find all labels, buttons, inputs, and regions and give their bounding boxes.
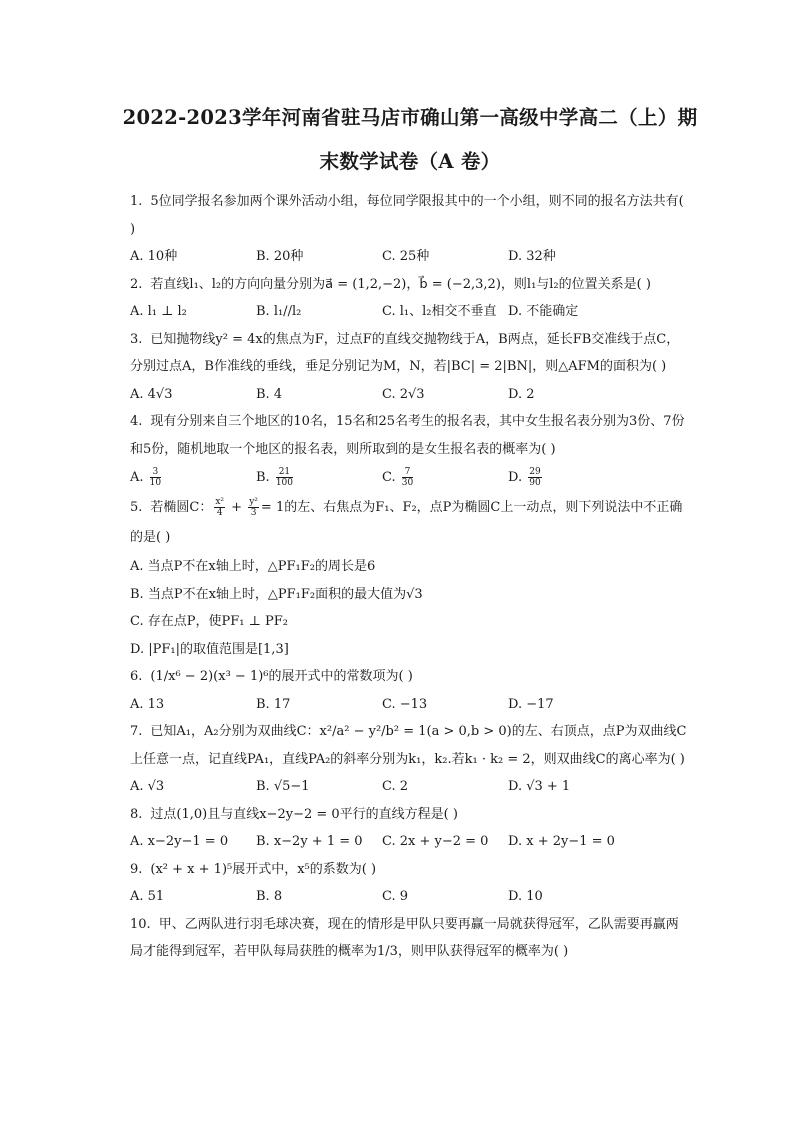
option-c[interactable]: C. 9 bbox=[382, 889, 409, 904]
denominator: 100 bbox=[275, 478, 294, 488]
question-5-options bbox=[130, 553, 690, 663]
option-letter: C. bbox=[382, 470, 396, 485]
question-stem: 若直线l₁、l₂的方向向量分别为a⃗ = (1,2,−2)，b⃗ = (−2,3,2)，则l₁与l₂的位置关系是( ) bbox=[150, 276, 651, 292]
numerator: x² bbox=[215, 497, 225, 507]
question-stem: (1/x⁶ − 2)(x³ − 1)⁶的展开式中的常数项为( ) bbox=[150, 669, 413, 684]
question-2-options bbox=[130, 298, 690, 326]
question-3 bbox=[130, 326, 690, 381]
option-c[interactable]: C. 存在点P，使PF₁ ⊥ PF₂ bbox=[130, 614, 288, 629]
denominator: 90 bbox=[529, 478, 541, 488]
option-d[interactable]: D. 不能确定 bbox=[508, 304, 579, 319]
option-a[interactable]: A. l₁ ⊥ l₂ bbox=[130, 304, 187, 319]
question-stem-end: = 1的左、右焦点为F₁、F₂，点P为椭圆C上一动点，则下列说法中不正确的是( ) bbox=[130, 500, 683, 545]
question-number: 8. bbox=[130, 806, 143, 822]
option-d[interactable]: D. √3 + 1 bbox=[508, 779, 571, 794]
numerator: 3 bbox=[150, 467, 161, 478]
denominator: 3 bbox=[250, 508, 257, 518]
question-number: 2. bbox=[130, 276, 143, 292]
question-1-options bbox=[130, 243, 690, 271]
denominator: 4 bbox=[216, 508, 223, 518]
option-d[interactable]: D. 2 bbox=[508, 386, 535, 402]
question-9-options bbox=[130, 883, 690, 911]
option-d[interactable]: D. x + 2y−1 = 0 bbox=[508, 834, 615, 849]
fraction bbox=[248, 497, 259, 518]
question-stem: 甲、乙两队进行羽毛球决赛，现在的情形是甲队只要再赢一局就获得冠军，乙队需要再赢两局才能得到冠军，若甲队每局获胜的概率为1/3，则甲队获得冠军的概率为( ) bbox=[130, 916, 679, 959]
option-b[interactable]: B. x−2y + 1 = 0 bbox=[256, 834, 363, 849]
question-8-options bbox=[130, 828, 690, 856]
option-b[interactable]: B. 8 bbox=[256, 889, 283, 904]
question-stem: 已知抛物线y² = 4x的焦点为F，过点F的直线交抛物线于A，B两点，延长FB交准线于点C，分别过点A，B作准线的垂线，垂足分别记为M，N，若|BC| = 2|BN|，则△AFM的面积为( ) bbox=[130, 331, 680, 374]
option-b[interactable]: B. 当点P不在x轴上时，△PF₁F₂面积的最大值为√3 bbox=[130, 586, 423, 602]
question-number: 10. bbox=[130, 916, 151, 932]
question-stem: 现有分别来自三个地区的10名，15名和25名考生的报名表，其中女生报名表分别为3份、7份和5份，随机地取一个地区的报名表，则所取到的是女生报名表的概率为( ) bbox=[130, 414, 685, 457]
question-number: 7. bbox=[130, 724, 143, 739]
option-d[interactable]: D. 32种 bbox=[508, 249, 556, 264]
option-a[interactable]: A. 51 bbox=[130, 889, 165, 904]
exam-title bbox=[104, 96, 716, 184]
option-d[interactable]: D. |PF₁|的取值范围是[1,3] bbox=[130, 641, 289, 657]
fraction bbox=[214, 497, 225, 518]
option-a[interactable]: A. 当点P不在x轴上时，△PF₁F₂的周长是6 bbox=[130, 559, 376, 574]
fraction bbox=[276, 467, 293, 488]
question-7 bbox=[130, 718, 690, 773]
question-5: 5. 若椭圆C： $\frac{\text{x²}}{4}$ + $\frac{\text{y²}}{3}$ = 1的左、右焦点为F₁、F₂，点P为椭圆C上一动点，则下列说法中不正确的是( ) bbox=[130, 497, 683, 545]
option-b[interactable]: B. √5−1 bbox=[256, 779, 310, 794]
denominator: 10 bbox=[149, 478, 162, 488]
option-c[interactable]: C. l₁、l₂相交不垂直 bbox=[382, 304, 497, 319]
option-letter: B. bbox=[256, 470, 270, 485]
option-b[interactable]: B. 17 bbox=[256, 696, 291, 712]
option-a[interactable] bbox=[130, 463, 256, 493]
option-letter: D. bbox=[508, 470, 523, 485]
question-8 bbox=[130, 801, 690, 829]
numerator: 21 bbox=[276, 467, 293, 478]
option-d[interactable]: D. −17 bbox=[508, 696, 554, 712]
question-6-options bbox=[130, 691, 690, 719]
question-stem: (x² + x + 1)⁵展开式中，x⁵的系数为( ) bbox=[150, 861, 377, 877]
option-b[interactable]: B. 20种 bbox=[256, 249, 304, 264]
option-c[interactable]: C. −13 bbox=[382, 696, 428, 712]
option-c[interactable] bbox=[382, 463, 508, 493]
fraction bbox=[402, 467, 413, 488]
option-d[interactable] bbox=[508, 463, 634, 493]
title-line-1: 2022-2023学年河南省驻马店市确山第一高级中学高二（上）期 bbox=[122, 106, 698, 129]
question-9 bbox=[130, 856, 690, 884]
question-stem: 过点(1,0)且与直线x−2y−2 = 0平行的直线方程是( ) bbox=[150, 806, 458, 822]
question-4 bbox=[130, 408, 690, 463]
question-number: 9. bbox=[130, 861, 143, 877]
question-3-options bbox=[130, 381, 690, 409]
numerator: 7 bbox=[402, 467, 413, 478]
option-a[interactable]: A. 10种 bbox=[130, 249, 178, 264]
fraction bbox=[528, 467, 541, 488]
question-number: 4. bbox=[130, 414, 143, 429]
title-line-2: 末数学试卷（A 卷） bbox=[319, 150, 501, 173]
option-a[interactable]: A. x−2y−1 = 0 bbox=[130, 834, 229, 849]
denominator: 30 bbox=[401, 478, 414, 488]
question-7-options bbox=[130, 773, 690, 801]
numerator: 29 bbox=[529, 467, 541, 477]
question-number: 3. bbox=[130, 331, 143, 347]
option-a[interactable]: A. 13 bbox=[130, 696, 165, 712]
option-c[interactable]: C. 2 bbox=[382, 779, 409, 794]
question-2 bbox=[130, 271, 690, 299]
option-letter: A. bbox=[130, 470, 144, 485]
question-stem-start: 若椭圆C： bbox=[150, 500, 213, 515]
option-d[interactable]: D. 10 bbox=[508, 889, 543, 904]
question-10 bbox=[130, 911, 690, 966]
option-c[interactable]: C. 2√3 bbox=[382, 386, 425, 402]
option-b[interactable]: B. 4 bbox=[256, 386, 283, 402]
option-a[interactable]: A. √3 bbox=[130, 779, 165, 794]
question-number: 6. bbox=[130, 669, 143, 684]
question-1 bbox=[130, 188, 690, 243]
question-4-options bbox=[130, 463, 690, 493]
question-number: 5. bbox=[130, 500, 143, 515]
option-c[interactable]: C. 2x + y−2 = 0 bbox=[382, 834, 489, 849]
question-stem: 已知A₁，A₂分别为双曲线C：x²/a² − y²/b² = 1(a > 0,b > 0)的左、右顶点，点P为双曲线C上任意一点，记直线PA₁，直线PA₂的斜率分别为k₁，k₂.若k₁ · k₂ = 2，则双曲线C的离心率为( ) bbox=[130, 724, 687, 767]
question-stem: 5位同学报名参加两个课外活动小组，每位同学限报其中的一个小组，则不同的报名方法共有( ) bbox=[130, 194, 684, 237]
option-a[interactable]: A. 4√3 bbox=[130, 386, 173, 402]
fraction bbox=[150, 467, 161, 488]
question-6 bbox=[130, 663, 690, 691]
option-b[interactable]: B. l₁//l₂ bbox=[256, 304, 302, 319]
question-number: 1. bbox=[130, 194, 143, 209]
option-b[interactable] bbox=[256, 463, 382, 493]
option-c[interactable]: C. 25种 bbox=[382, 249, 430, 264]
numerator: y² bbox=[249, 497, 258, 507]
